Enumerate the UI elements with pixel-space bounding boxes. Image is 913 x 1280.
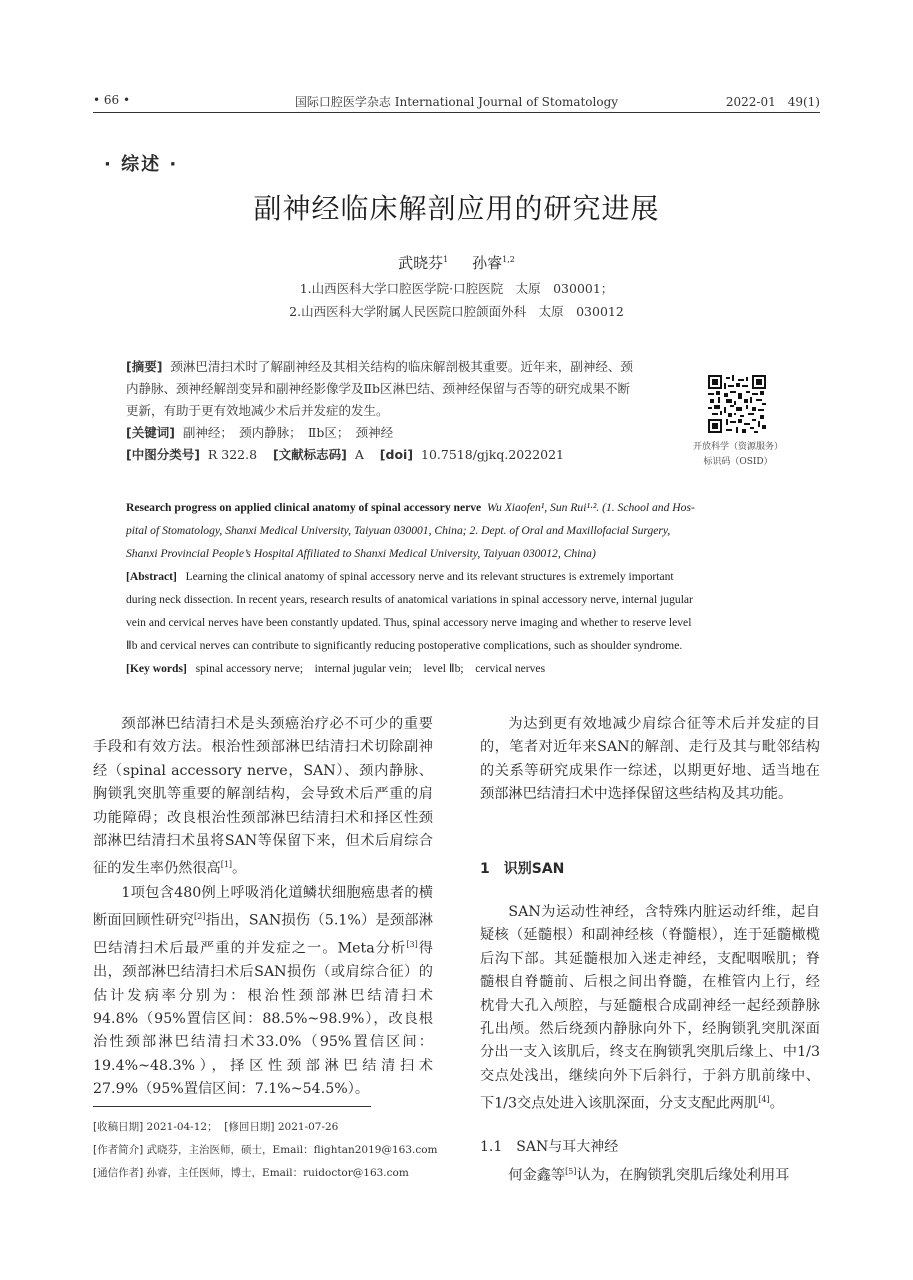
issue-info: 2022-01 49(1) <box>725 95 820 109</box>
en-abstract <box>126 496 786 680</box>
affiliation-2: 2.山西医科大学附属人民医院口腔颌面外科 太原 030012 <box>289 304 624 319</box>
left-p2-text-c: 得出，颈部淋巴结清扫术后SAN损伤（或肩综合征）的估计发病率分别为：根治性颈部淋巴结清扫术94.8%（95%置信区间：88.5%~98.9%），改良根治性颈部淋巴结清扫术33.0%（95%置信区间：19.4%~48.3%），择区性颈部淋巴结清扫术27.9%（95%置信区间：7.1%~54.5%）。 <box>93 940 433 1098</box>
author-1-affil: 1 <box>443 255 449 264</box>
clc-label: [中图分类号] <box>126 447 200 462</box>
affiliation-1: 1.山西医科大学口腔医学院·口腔医院 太原 030001； <box>299 281 614 296</box>
right-paragraph-1: 为达到更有效地减少肩综合征等术后并发症的目的，笔者对近年来SAN的解剖、走行及其与毗邻结构的关系等研究成果作一综述，以期更好地、适当地在颈部淋巴结清扫术中选择保留这些结构及其功能。 <box>480 716 820 803</box>
abstract-text-1: 颈淋巴清扫术时了解副神经及其相关结构的临床解剖极其重要。近年来，副神经、颈 <box>170 359 633 374</box>
author-2-affil: 1,2 <box>502 255 515 264</box>
en-abstract-4: Ⅱb and cervical nerves can contribute to significantly reducing postoperative complications, such as shoulder syndrome. <box>126 639 683 652</box>
en-abstract-2: during neck dissection. In recent years, research results of anatomical variations in spinal accessory nerve, internal jugular <box>126 593 693 606</box>
en-affil-1: pital of Stomatology, Shanxi Medical University, Taiyuan 030001, China; 2. Dept. of Oral and Maxillofacial Surgery, <box>126 524 671 537</box>
author-line <box>0 252 913 273</box>
en-keywords-label: [Key words] <box>126 662 187 675</box>
abstract-label: [摘要] <box>126 359 163 374</box>
right-column-body <box>480 901 820 1116</box>
journal-name: 国际口腔医学杂志 International Journal of Stomatology <box>294 95 619 109</box>
received-label: [收稿日期] <box>93 1121 144 1133</box>
doc-code-value: A <box>354 447 364 462</box>
footnote-author <box>93 1142 438 1157</box>
article-title: 副神经临床解剖应用的研究进展 <box>253 192 660 225</box>
corresponding-info: 孙睿，主任医师，博士，Email：ruidoctor@163.com <box>146 1167 409 1179</box>
keywords-label: [关键词] <box>126 425 175 440</box>
right-p3-text-a: 何金鑫等 <box>508 1167 566 1184</box>
clc-value: R 322.8 <box>207 447 258 462</box>
qr-code-image[interactable] <box>708 375 766 433</box>
cn-abstract <box>126 356 686 466</box>
corresponding-label: [通信作者] <box>93 1167 144 1179</box>
citation-3[interactable]: [3] <box>406 940 418 950</box>
left-p2-text-a: 1项包含480例上呼吸消化道鳞状细胞癌患者的横断面回顾性研究 <box>93 884 433 929</box>
author-1: 武晓芬 <box>398 254 444 272</box>
left-p1-end: 。 <box>232 861 247 878</box>
osid-caption-1: 开放科学（资源服务） <box>692 442 783 452</box>
left-paragraph-2 <box>93 882 433 1102</box>
en-affil-2: Shanxi Provincial People’s Hospital Affiliated to Shanxi Medical University, Taiyuan 030012, China) <box>126 547 596 560</box>
section-tag: · 综述 · <box>104 154 179 175</box>
doi-value: 10.7518/gjkq.2022021 <box>421 447 564 462</box>
revised-date: 2021-07-26 <box>277 1121 339 1133</box>
en-abstract-1: Learning the clinical anatomy of spinal accessory nerve and its relevant structures is extremely important <box>185 570 674 583</box>
author-info: 武晓芬，主治医师，硕士，Email：flightan2019@163.com <box>146 1144 438 1156</box>
keywords: 副神经； 颈内静脉； Ⅱb区； 颈神经 <box>182 425 394 440</box>
en-abstract-label: [Abstract] <box>126 570 177 583</box>
right-column-intro <box>480 713 820 807</box>
header-rule <box>93 112 820 113</box>
abstract-text-2: 内静脉、颈神经解剖变异和副神经影像学及Ⅱb区淋巴结、颈神经保留与否等的研究成果不断 <box>126 381 630 396</box>
subsection-heading-1-1: 1.1 SAN与耳大神经 <box>480 1139 619 1155</box>
citation-2[interactable]: [2] <box>194 911 206 921</box>
footnote-corresponding <box>93 1165 409 1180</box>
author-info-label: [作者简介] <box>93 1144 144 1156</box>
section-heading-1: 1 识别SAN <box>480 861 565 877</box>
en-authors: Wu Xiaofen¹, Sun Rui¹·². (1. School and Hos- <box>487 501 695 514</box>
left-p2-text-b: 指出，SAN损伤（5.1%）是颈部淋巴结清扫术后最严重的并发症之一。Meta分析 <box>93 912 433 957</box>
left-column <box>93 713 433 1102</box>
en-abstract-3: vein and cervical nerves have been constantly updated. Thus, spinal accessory nerve imaging and whether to reserve level <box>126 616 692 629</box>
doc-code-label: [文献标志码] <box>272 447 347 462</box>
right-p2-text: SAN为运动性神经，含特殊内脏运动纤维，起自疑核（延髓根）和副神经核（脊髓根），连于延髓橄榄后沟下部。其延髓根加入迷走神经，支配咽喉肌；脊髓根自脊髓前、后根之间出脊髓，在椎管内上行，经枕骨大孔入颅腔，与延髓根合成副神经一起经颈静脉孔出颅。然后绕颈内静脉向外下，经胸锁乳突肌深面分出一支入该肌后，终支在胸锁乳突肌后缘上、中1/3交点处浅出，继续向外下后斜行，于斜方肌前缘中、下1/3交点处进入该肌深面，分支支配此两肌 <box>480 904 820 1112</box>
right-p2-end: 。 <box>769 1095 784 1112</box>
citation-5[interactable]: [5] <box>565 1167 577 1176</box>
left-p1-text: 颈部淋巴结清扫术是头颈癌治疗必不可少的重要手段和有效方法。根治性颈部淋巴结清扫术切除副神经（spinal accessory nerve，SAN）、颈内静脉、胸锁乳突肌等重要的解剖结构，会导致术后严重的肩功能障碍；改良根治性颈部淋巴结清扫术和择区性颈部淋巴结清扫术虽将SAN等保留下来，但术后肩综合征的发生率仍然很高 <box>93 716 433 878</box>
en-keywords: spinal accessory nerve; internal jugular vein; level Ⅱb; cervical nerves <box>195 662 546 675</box>
revised-label: [修回日期] <box>224 1121 275 1133</box>
footnote-rule <box>93 1106 371 1107</box>
right-column-p3 <box>480 1160 820 1188</box>
citation-4[interactable]: [4] <box>758 1095 770 1105</box>
osid-caption-2: 标识码（OSID） <box>703 457 773 467</box>
right-p3-text-b: 认为，在胸锁乳突肌后缘处利用耳 <box>576 1167 790 1184</box>
right-paragraph-2 <box>480 901 820 1116</box>
citation-1[interactable]: [1] <box>220 860 233 870</box>
abstract-text-3: 更新，有助于更有效地减少术后并发症的发生。 <box>126 403 389 418</box>
page-number: • 66 • <box>93 93 131 107</box>
en-title: Research progress on applied clinical anatomy of spinal accessory nerve <box>126 501 482 514</box>
right-paragraph-3 <box>480 1160 820 1188</box>
doi-label: [doi] <box>379 447 414 462</box>
received-date: 2021-04-12； <box>146 1121 218 1133</box>
author-2: 孙睿 <box>472 254 503 272</box>
footnote-dates <box>93 1119 338 1134</box>
left-paragraph-1 <box>93 713 433 882</box>
